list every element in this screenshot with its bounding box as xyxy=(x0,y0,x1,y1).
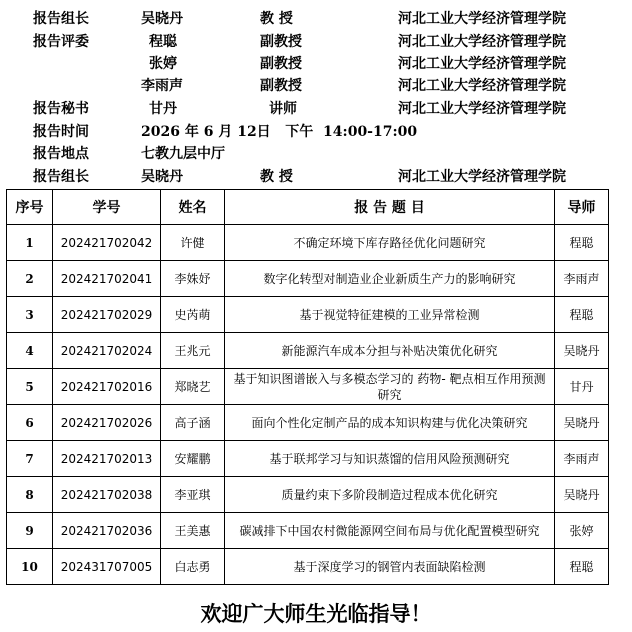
cell-no: 10 xyxy=(7,549,53,585)
cell-no: 1 xyxy=(7,225,53,261)
cell-student-id: 202421702013 xyxy=(53,441,161,477)
info-name: 张婷 xyxy=(149,56,177,72)
cell-topic: 基于深度学习的钢管内表面缺陷检测 xyxy=(225,549,555,585)
info-label: 报告评委 xyxy=(33,34,89,50)
info-org: 河北工业大学经济管理学院 xyxy=(398,11,566,27)
cell-name: 王美惠 xyxy=(161,513,225,549)
cell-student-id: 202421702038 xyxy=(53,477,161,513)
info-name: 甘丹 xyxy=(149,101,177,117)
info-label: 报告地点 xyxy=(33,146,89,162)
cell-student-id: 202421702024 xyxy=(53,333,161,369)
cell-topic: 基于知识图谱嵌入与多模态学习的 药物- 靶点相互作用预测研究 xyxy=(225,369,555,405)
cell-advisor: 李雨声 xyxy=(555,261,609,297)
cell-no: 2 xyxy=(7,261,53,297)
cell-no: 5 xyxy=(7,369,53,405)
cell-name: 李姝妤 xyxy=(161,261,225,297)
cell-topic: 数字化转型对制造业企业新质生产力的影响研究 xyxy=(225,261,555,297)
info-label: 报告组长 xyxy=(33,169,89,185)
cell-no: 4 xyxy=(7,333,53,369)
col-header-topic: 报 告 题 目 xyxy=(225,190,555,225)
cell-name: 郑晓艺 xyxy=(161,369,225,405)
cell-name: 王兆元 xyxy=(161,333,225,369)
table-row xyxy=(7,405,609,441)
cell-no: 7 xyxy=(7,441,53,477)
info-title: 副教授 xyxy=(260,78,302,94)
cell-name: 高子涵 xyxy=(161,405,225,441)
cell-student-id: 202431707005 xyxy=(53,549,161,585)
cell-topic: 基于视觉特征建模的工业异常检测 xyxy=(225,297,555,333)
table-row xyxy=(7,297,609,333)
report-schedule-table xyxy=(6,189,609,585)
cell-advisor: 程聪 xyxy=(555,297,609,333)
cell-advisor: 程聪 xyxy=(555,225,609,261)
cell-student-id: 202421702026 xyxy=(53,405,161,441)
table-row xyxy=(7,549,609,585)
cell-topic: 碳减排下中国农村微能源网空间布局与优化配置模型研究 xyxy=(225,513,555,549)
cell-student-id: 202421702029 xyxy=(53,297,161,333)
info-title: 讲师 xyxy=(269,101,297,117)
col-header-advisor: 导师 xyxy=(555,190,609,225)
cell-topic: 基于联邦学习与知识蒸馏的信用风险预测研究 xyxy=(225,441,555,477)
info-location: 七教九层中厅 xyxy=(141,146,225,162)
info-label: 报告秘书 xyxy=(33,101,89,117)
cell-no: 3 xyxy=(7,297,53,333)
info-org: 河北工业大学经济管理学院 xyxy=(398,34,566,50)
table-row xyxy=(7,369,609,405)
cell-advisor: 甘丹 xyxy=(555,369,609,405)
cell-student-id: 202421702016 xyxy=(53,369,161,405)
info-org: 河北工业大学经济管理学院 xyxy=(398,169,566,185)
info-org: 河北工业大学经济管理学院 xyxy=(398,78,566,94)
cell-advisor: 吴晓丹 xyxy=(555,405,609,441)
table-row xyxy=(7,513,609,549)
info-name: 吴晓丹 xyxy=(141,11,183,27)
col-header-name: 姓名 xyxy=(161,190,225,225)
cell-name: 许健 xyxy=(161,225,225,261)
info-label: 报告组长 xyxy=(33,11,89,27)
table-row xyxy=(7,477,609,513)
cell-topic: 面向个性化定制产品的成本知识构建与优化决策研究 xyxy=(225,405,555,441)
cell-name: 李亚琪 xyxy=(161,477,225,513)
info-title: 教 授 xyxy=(260,169,293,185)
cell-no: 6 xyxy=(7,405,53,441)
cell-topic: 新能源汽车成本分担与补贴决策优化研究 xyxy=(225,333,555,369)
col-header-student-id: 学号 xyxy=(53,190,161,225)
table-header-row xyxy=(7,190,609,225)
info-org: 河北工业大学经济管理学院 xyxy=(398,101,566,117)
cell-topic: 质量约束下多阶段制造过程成本优化研究 xyxy=(225,477,555,513)
welcome-footer: 欢迎广大师生光临指导！ xyxy=(200,601,432,626)
info-title: 副教授 xyxy=(260,34,302,50)
cell-advisor: 张婷 xyxy=(555,513,609,549)
cell-advisor: 程聪 xyxy=(555,549,609,585)
cell-student-id: 202421702042 xyxy=(53,225,161,261)
table-row xyxy=(7,333,609,369)
cell-no: 9 xyxy=(7,513,53,549)
cell-name: 白志勇 xyxy=(161,549,225,585)
info-time: 2026 年 6 月 12日 下午 14:00-17:00 xyxy=(141,124,418,140)
info-org: 河北工业大学经济管理学院 xyxy=(398,56,566,72)
table-row xyxy=(7,225,609,261)
info-name: 吴晓丹 xyxy=(141,169,183,185)
cell-no: 8 xyxy=(7,477,53,513)
info-name: 李雨声 xyxy=(141,78,183,94)
info-title: 副教授 xyxy=(260,56,302,72)
cell-advisor: 吴晓丹 xyxy=(555,333,609,369)
cell-advisor: 李雨声 xyxy=(555,441,609,477)
cell-advisor: 吴晓丹 xyxy=(555,477,609,513)
info-name: 程聪 xyxy=(149,34,177,50)
cell-student-id: 202421702041 xyxy=(53,261,161,297)
info-label: 报告时间 xyxy=(33,124,89,140)
info-title: 教 授 xyxy=(260,11,293,27)
table-row xyxy=(7,441,609,477)
cell-student-id: 202421702036 xyxy=(53,513,161,549)
table-row xyxy=(7,261,609,297)
cell-name: 史芮萌 xyxy=(161,297,225,333)
cell-topic: 不确定环境下库存路径优化问题研究 xyxy=(225,225,555,261)
cell-name: 安耀鹏 xyxy=(161,441,225,477)
col-header-no: 序号 xyxy=(7,190,53,225)
